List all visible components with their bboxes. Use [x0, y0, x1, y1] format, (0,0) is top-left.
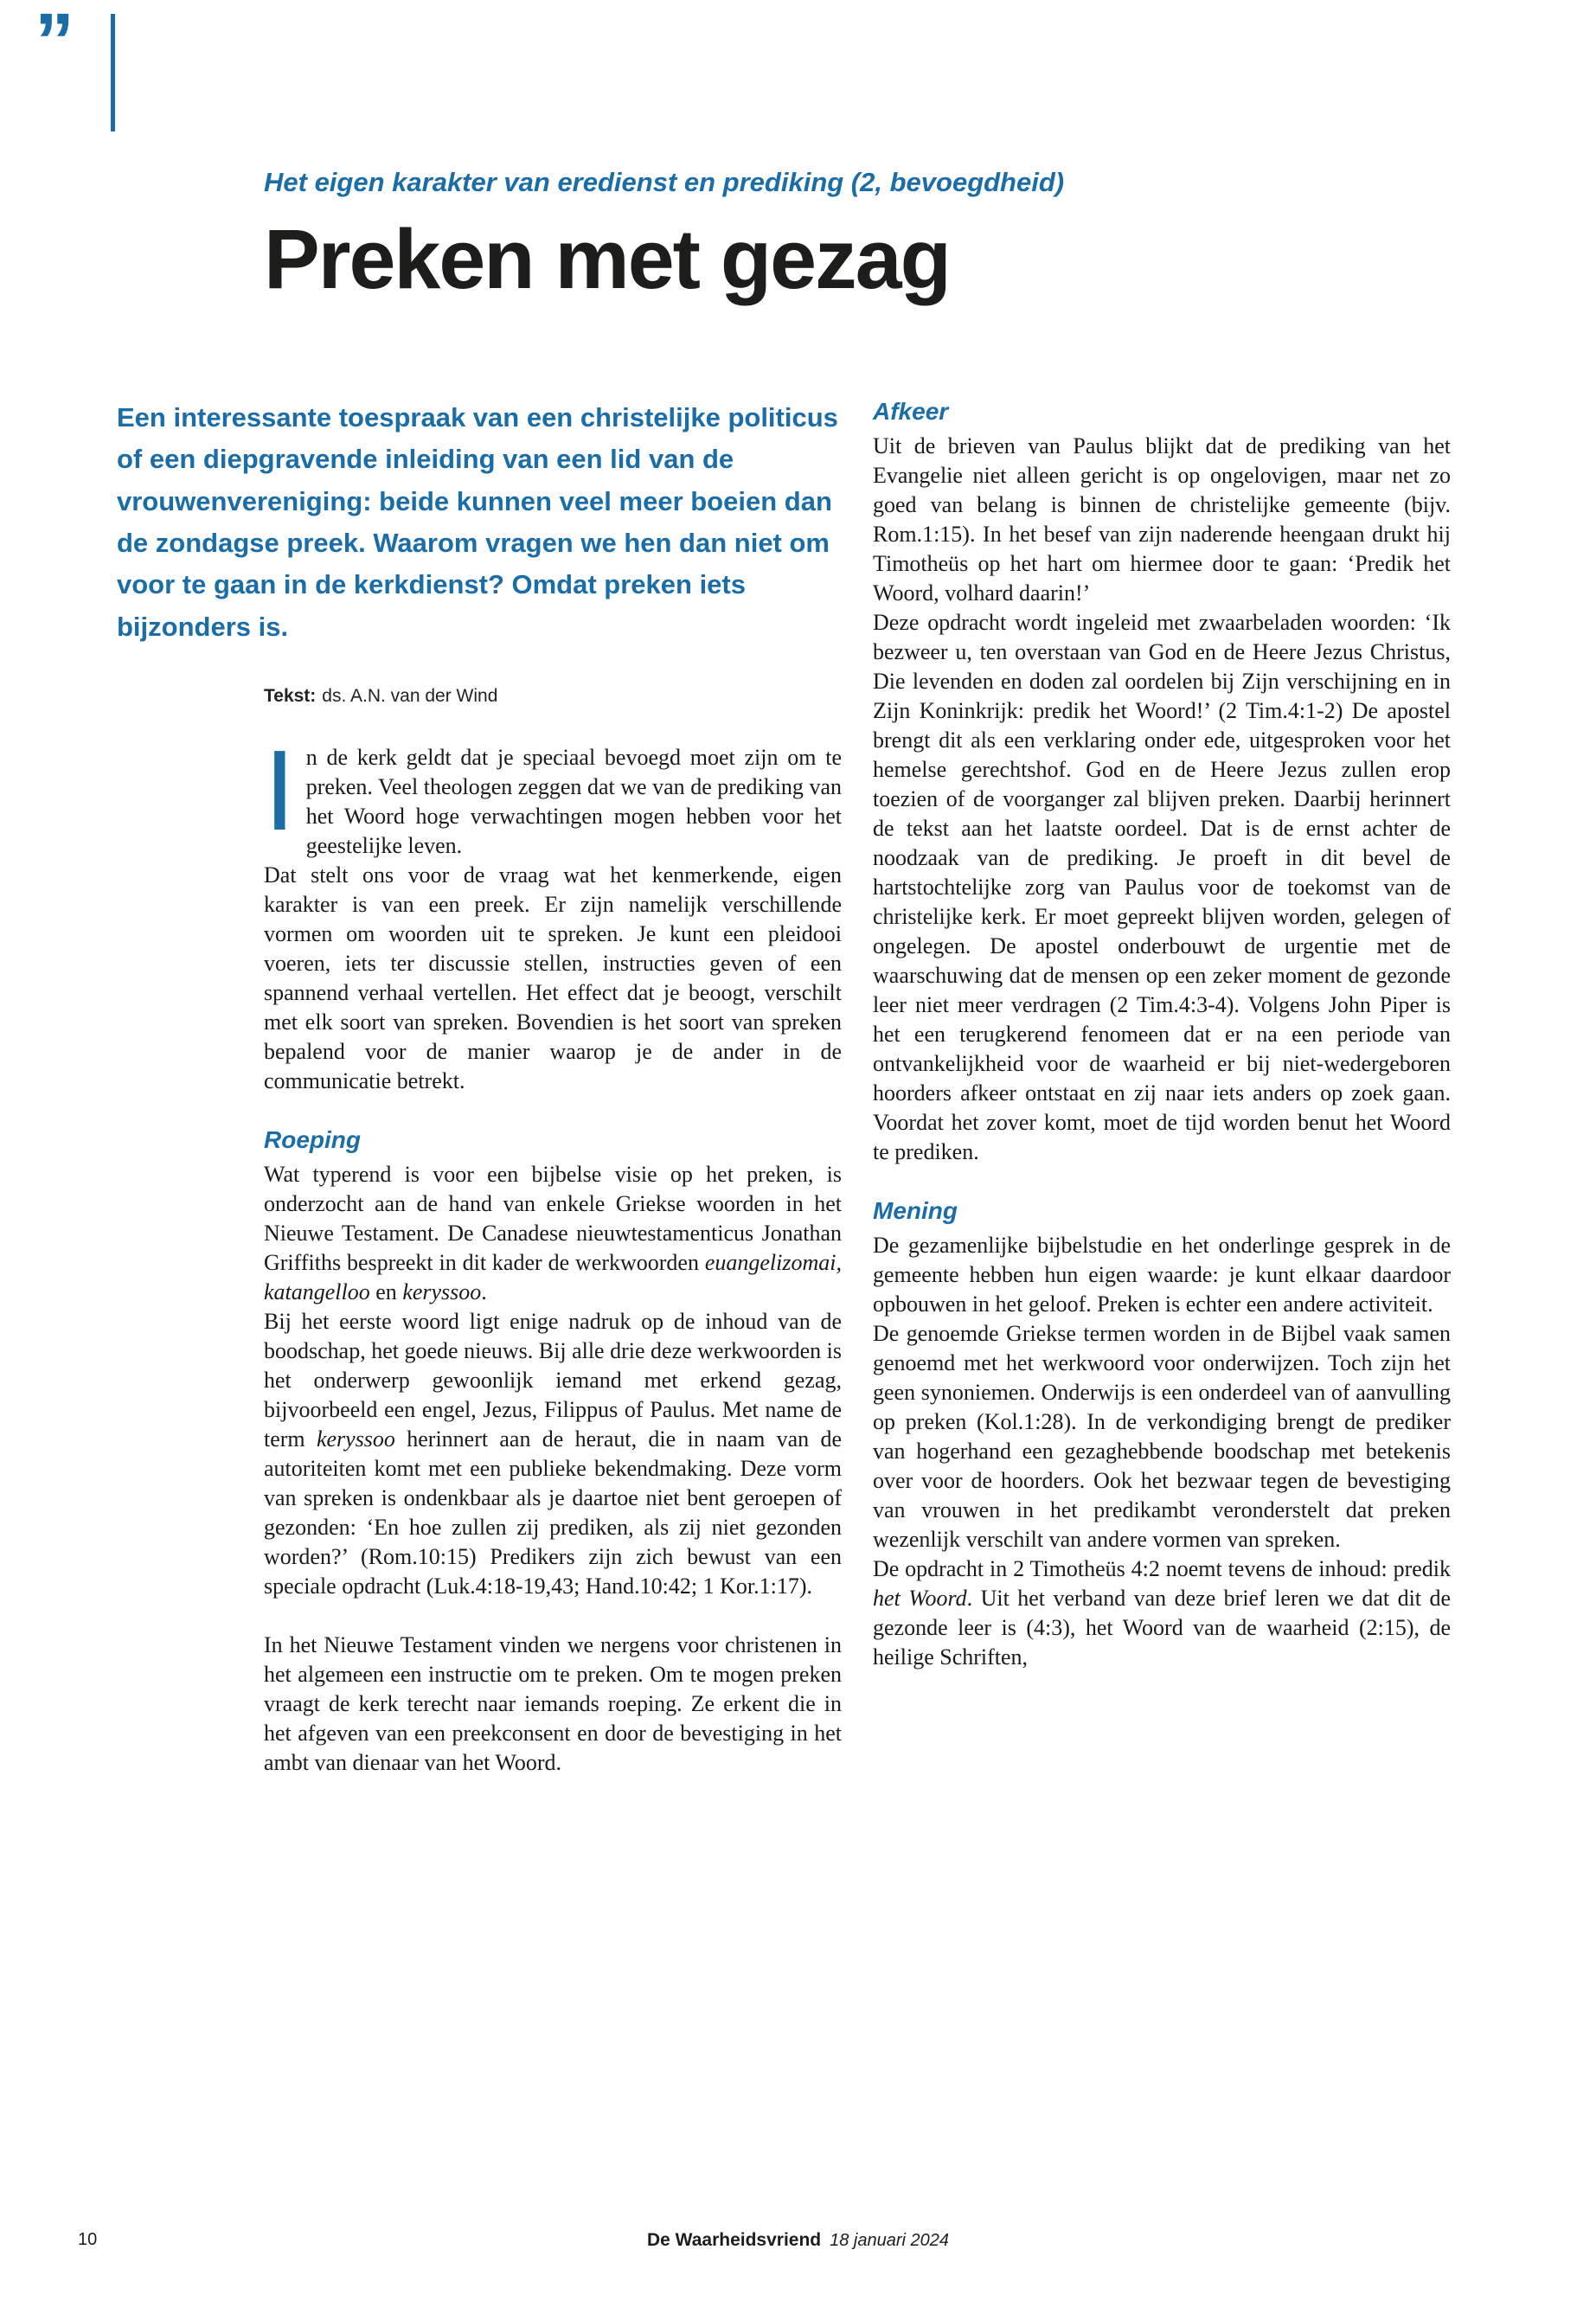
issue-date: 18 januari 2024	[830, 2231, 950, 2250]
article-title: Preken met gezag	[264, 212, 950, 307]
quote-mark-decoration: ”	[35, 0, 74, 86]
vertical-rule-decoration	[111, 14, 115, 131]
paragraph: Wat typerend is voor een bijbelse visie op het preken, is onderzocht aan de hand van enkele Griekse woorden in het Nieuwe Testament. De Canadese nieuwtestamenticus Jonathan Griffiths bespreekt in dit kader de werkwoorden euangelizomai, katangelloo en keryssoo.	[264, 1162, 842, 1305]
article-content	[117, 166, 1451, 1778]
article-columns	[117, 397, 1451, 1778]
footer-center	[647, 2230, 949, 2251]
left-column-body	[264, 727, 842, 1778]
right-column	[873, 397, 1451, 1778]
paragraph: Dat stelt ons voor de vraag wat het kenmerkende, eigen karakter is van een preek. Er zijn namelijk verschillende vormen om woorden uit te spreken. Je kunt een pleidooi voeren, iets ter discussie stellen, instructies geven of een spannend verhaal vertellen. Het effect dat je beoogt, verschilt met elk soort van spreken. Bovendien is het soort van spreken bepalend voor de manier waarop je de ander in de communicatie betrekt.	[264, 862, 842, 1094]
section-heading: Roeping	[264, 1126, 361, 1154]
article-intro: Een interessante toespraak van een christelijke politicus of een diepgravende inleiding van een lid van de vrouwenvereniging: beide kunnen veel meer boeien dan de zondagse preek. Waarom vragen we hen dan niet om voor te gaan in de kerkdienst? Omdat preken iets bijzonders is.	[117, 402, 838, 642]
paragraph: Deze opdracht wordt ingeleid met zwaarbeladen woorden: ‘Ik bezweer u, ten overstaan van God en de Heere Jezus Christus, Die levenden en doden zal oordelen bij Zijn verschijning en in Zijn Koninkrijk: predik het Woord!’ (2 Tim.4:1-2) De apostel brengt dit als een verklaring onder ede, uitgesproken voor het hemelse gerechtshof. God en de Heere Jezus zullen erop toezien of de voorganger zal blijven preken. Daarbij herinnert de tekst aan het laatste oordeel. Dat is de ernst achter de noodzaak van de prediking. Je proeft in dit bevel de hartstochtelijke zorg van Paulus voor de toekomst van de christelijke kerk. Er moet gepreekt blijven worden, gelegen of ongelegen. De apostel onderbouwt de urgentie met de waarschuwing dat de mensen op een zeker moment de gezonde leer niet meer verdragen (2 Tim.4:3-4). Volgens John Piper is het een terugkerend fenomeen dat er na een periode van ontvankelijkheid voor de waarheid er bij niet-wedergeboren hoorders afkeer ontstaat en zij naar iets anders op zoek gaan. Voordat het zover komt, moet de tijd worden benut het Woord te prediken.	[873, 610, 1451, 1165]
paragraph: Uit de brieven van Paulus blijkt dat de prediking van het Evangelie niet alleen gericht is op ongelovigen, maar net zo goed van belang is binnen de christelijke gemeente (bijv. Rom.1:15). In het besef van zijn naderende heengaan drukt hij Timotheüs op het hart om hiermee door te gaan: ‘Predik het Woord, volhard daarin!’	[873, 433, 1451, 606]
byline-label: Tekst:	[264, 686, 317, 707]
drop-cap: I	[264, 727, 296, 855]
magazine-name: De Waarheidsvriend	[646, 2230, 822, 2250]
section-heading: Mening	[873, 1197, 958, 1225]
paragraph: De gezamenlijke bijbelstudie en het onderlinge gesprek in de gemeente hebben hun eigen waarde: je kunt elkaar daardoor opbouwen in het geloof. Preken is echter een andere activiteit.	[873, 1233, 1451, 1317]
paragraph: In het Nieuwe Testament vinden we nergens voor christenen in het algemeen een instructie om te preken. Om te mogen preken vraagt de kerk terecht naar iemands roeping. Ze erkent die in het afgeven van een preekconsent en door de bevestiging in het ambt van dienaar van het Woord.	[264, 1632, 842, 1776]
article-kicker: Het eigen karakter van eredienst en prediking (2, bevoegdheid)	[264, 167, 1065, 197]
byline	[264, 686, 842, 707]
page-footer	[0, 2230, 1596, 2265]
byline-author: ds. A.N. van der Wind	[322, 686, 498, 707]
paragraph: De genoemde Griekse termen worden in de Bijbel vaak samen genoemd met het werkwoord voor onderwijzen. Toch zijn het geen synoniemen. Onderwijs is een onderdeel van of aanvulling op preken (Kol.1:28). In de verkondiging brengt de prediker van hogerhand een gezaghebbende boodschap met betekenis over voor de hoorders. Ook het bezwaar tegen de bevestiging van vrouwen in het predikambt veronderstelt dat preken wezenlijk verschilt van andere vormen van spreken.	[873, 1321, 1451, 1553]
left-column	[117, 397, 842, 1778]
paragraph: De opdracht in 2 Timotheüs 4:2 noemt tevens de inhoud: predik het Woord. Uit het verband van deze brief leren we dat dit de gezonde leer is (4:3), het Woord van de waarheid (2:15), de heilige Schriften,	[873, 1556, 1451, 1670]
paragraph: Bij het eerste woord ligt enige nadruk op de inhoud van de boodschap, het goede nieuws. Bij alle drie deze werkwoorden is het onderwerp gewoonlijk iemand met erkend gezag, bijvoorbeeld een engel, Jezus, Filippus of Paulus. Met name de term keryssoo herinnert aan de heraut, die in naam van de autoriteiten komt met een publieke bekendmaking. Deze vorm van spreken is ondenkbaar als je daartoe niet bent geroepen of gezonden: ‘En hoe zullen zij prediken, als zij niet gezonden worden?’ (Rom.10:15) Predikers zijn zich bewust van een speciale opdracht (Luk.4:18-19,43; Hand.10:42; 1 Kor.1:17).	[264, 1309, 842, 1599]
section-heading: Afkeer	[873, 398, 949, 426]
page-number: 10	[78, 2230, 98, 2249]
paragraph: In de kerk geldt dat je speciaal bevoegd moet zijn om te preken. Veel theologen zeggen dat we van de prediking van het Woord hoge verwachtingen mogen hebben voor het geestelijke leven.	[264, 727, 842, 859]
right-column-body	[873, 397, 1451, 1672]
